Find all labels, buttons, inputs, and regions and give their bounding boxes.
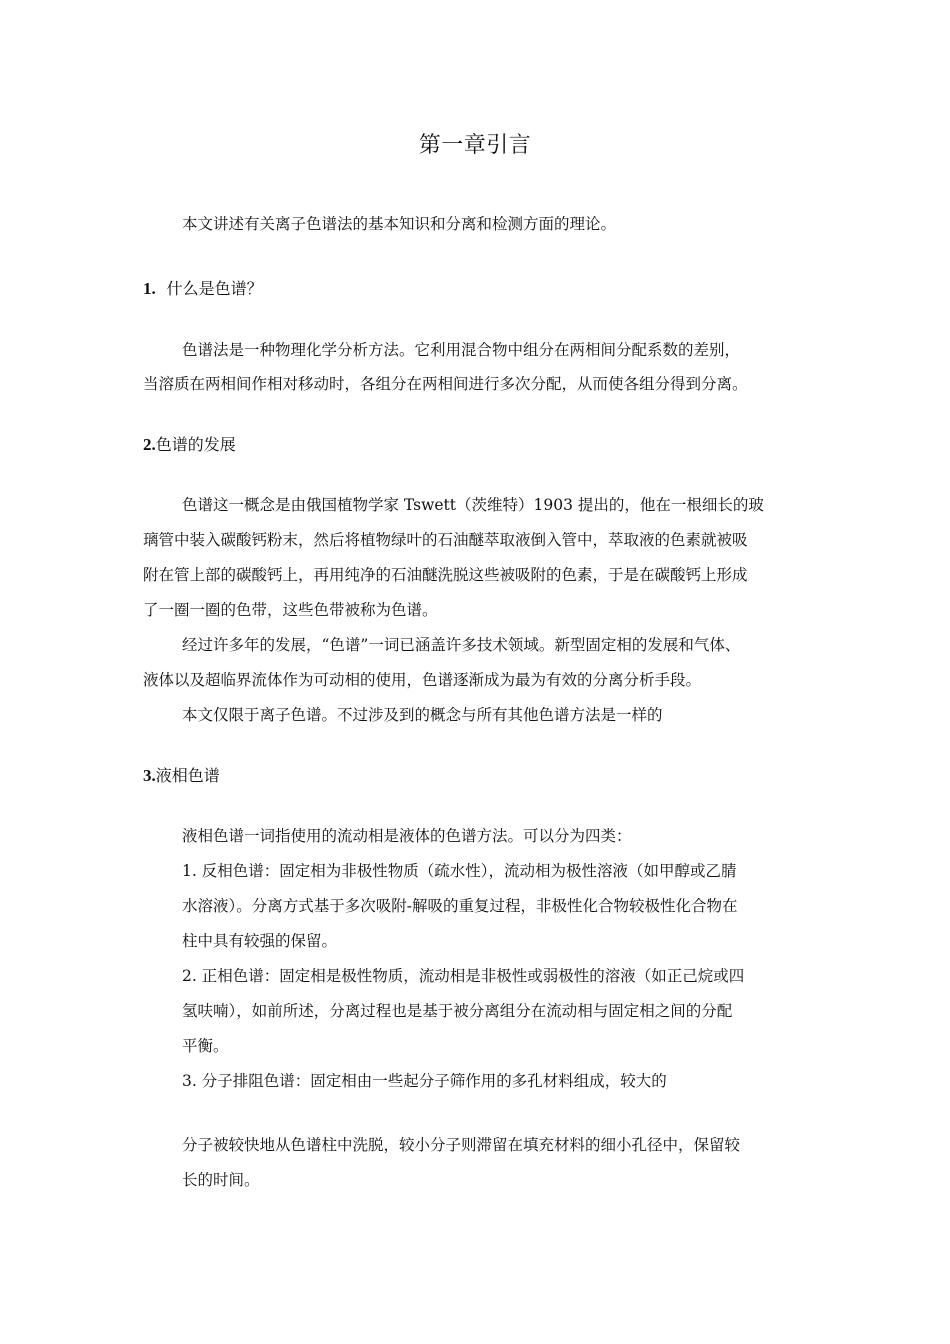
section-2-number: 2. <box>143 435 156 454</box>
list-item-continuation: 氢呋喃），如前所述，分离过程也是基于被分离组分在流动相与固定相之间的分配 <box>182 1002 733 1020</box>
paragraph-line: 液相色谱一词指使用的流动相是液体的色谱方法。可以分为四类： <box>182 827 632 845</box>
paragraph-line: 附在管上部的碳酸钙上，再用纯净的石油醚洗脱这些被吸附的色素，于是在碳酸钙上形成 <box>143 566 748 584</box>
paragraph-line: 璃管中装入碳酸钙粉末，然后将植物绿叶的石油醚萃取液倒入管中，萃取液的色素就被吸 <box>143 531 748 549</box>
section-1-number: 1. <box>143 279 156 298</box>
paragraph-line: 液体以及超临界流体作为可动相的使用，色谱逐渐成为最为有效的分离分析手段。 <box>143 671 702 689</box>
section-2-title: 色谱的发展 <box>155 435 236 454</box>
paragraph-line: 经过许多年的发展，“色谱”一词已涵盖许多技术领域。新型固定相的发展和气体、 <box>182 636 741 654</box>
list-item-continuation: 平衡。 <box>182 1037 229 1055</box>
paragraph-line: 本文仅限于离子色谱。不过涉及到的概念与所有其他色谱方法是一样的 <box>182 706 663 724</box>
paragraph-line: 分子被较快地从色谱柱中洗脱，较小分子则滞留在填充材料的细小孔径中，保留较 <box>182 1136 741 1154</box>
paragraph-line: 了一圈一圈的色带，这些色带被称为色谱。 <box>143 601 438 619</box>
list-item: 1. 反相色谱：固定相为非极性物质（疏水性），流动相为极性溶液（如甲醇或乙腈 <box>182 862 737 880</box>
list-item: 3. 分子排阻色谱：固定相由一些起分子筛作用的多孔材料组成，较大的 <box>182 1072 667 1090</box>
section-3-title: 液相色谱 <box>155 766 220 785</box>
section-3-heading <box>143 764 220 788</box>
section-1-title: 什么是色谱？ <box>166 279 263 298</box>
paragraph-line: 当溶质在两相间作相对移动时，各组分在两相间进行多次分配，从而使各组分得到分离。 <box>143 375 748 393</box>
section-3-number: 3. <box>143 766 156 785</box>
list-item: 2. 正相色谱：固定相是极性物质，流动相是非极性或弱极性的溶液（如正己烷或四 <box>182 967 745 985</box>
list-item-continuation: 柱中具有较强的保留。 <box>182 932 338 950</box>
paragraph-line: 长的时间。 <box>182 1171 260 1189</box>
paragraph-line: 色谱这一概念是由俄国植物学家 Tswett（茨维特）1903 提出的，他在一根细长的玻 <box>182 496 764 514</box>
intro-paragraph: 本文讲述有关离子色谱法的基本知识和分离和检测方面的理论。 <box>182 215 617 233</box>
page-title: 第一章引言 <box>418 133 532 158</box>
section-2-heading <box>143 433 236 457</box>
paragraph-line: 色谱法是一种物理化学分析方法。它利用混合物中组分在两相间分配系数的差别， <box>182 341 741 359</box>
list-item-continuation: 水溶液）。分离方式基于多次吸附-解吸的重复过程，非极性化合物较极性化合物在 <box>182 897 738 915</box>
section-1-heading <box>143 277 263 301</box>
